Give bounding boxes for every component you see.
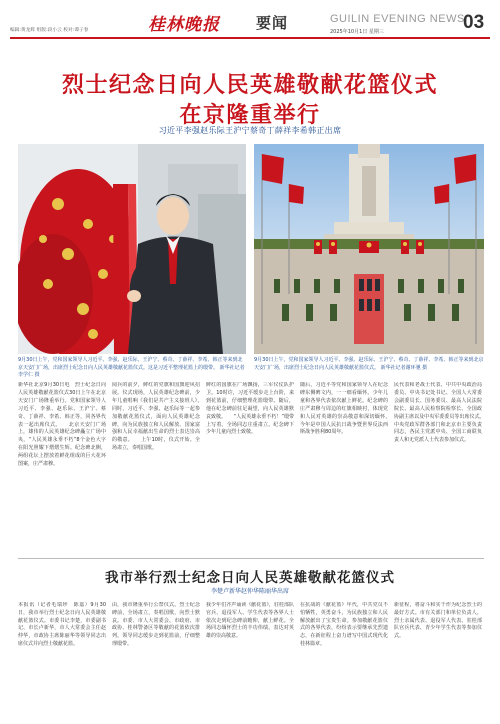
header-rule <box>10 37 490 39</box>
page-number: 03 <box>463 12 485 33</box>
main-body-column-2: 阅兵的前夕，鲜红的党旗和国旗迎风招展。仪式现场，人民英雄纪念碑前，少年儿童唱响《我们是共产主义接班人》。 同时，习近平、李强、赵乐际等一起参加敬献花篮仪式，面向人民英雄纪念碑，向为民族独立和人民解放、国家富强和人民幸福献出生命的烈士表达崇高的敬意。 上午10时，仪式开始。全场肃立，奏唱国歌。 <box>112 382 200 452</box>
main-body-column-3: 鲜红的国旗在广场飘扬，三军仪仗队护卫。10时许，习近平缓步走上台阶，来到花篮前，仔细整理花篮缎带。随后，他在纪念碑前驻足凝望，向人民英雄默哀致敬。 “人民英雄永垂不朽！”缎带上写着。全场同志庄重肃立。纪念碑下少年儿童向烈士致敬。 <box>206 382 294 436</box>
second-headline: 我市举行烈士纪念日向人民英雄敬献花篮仪式 <box>105 570 395 586</box>
main-body-column-1: 新华社北京9月30日电 烈士纪念日向人民英雄敬献花篮仪式30日上午在北京天安门广场隆重举行。党和国家领导人习近平、李强、赵乐际、王沪宁、蔡奇、丁薛祥、李希、韩正等，同各界代表一起出席仪式。 北京天安门广场上，雄伟的人民英雄纪念碑矗立广场中央，“人民英雄永垂不朽”8个金色大字在阳光照耀下熠熠生辉。纪念碑北侧，两组花坛上摆放着鲜花组成的巨大花环图案，庄严肃穆。 <box>18 382 106 468</box>
newspaper-english-name: GUILIN EVENING NEWS <box>330 13 465 25</box>
main-body-column-5: 民代表和老战士代表、中共中央政治局委员、中央书记处书记、全国人大常委会副委员长、国务委员、最高人民法院院长、最高人民检察院检察长、全国政协副主席以及中央军委委员等出席仪式。 中央党政军群各部门和北京市主要负责同志，各民主党派中央、全国工商联负责人和无党派人士代表参加仪式。 <box>394 382 482 444</box>
photo-square-ceremony <box>254 144 484 354</box>
second-body-column-1: 本报讯（记者毛瑞珍 陈嘉）9月30日，我市举行烈士纪念日向人民英雄敬献花篮仪式。市委书记李楚，市委副书记、市长卢新华，市人大常委会主任赵仲华，市政协主席陈丽华等领导同志出席仪式并向烈士敬献花篮。 <box>18 602 106 647</box>
wreath-photo-illustration <box>18 144 246 354</box>
main-headline-line-1: 烈士纪念日向人民英雄敬献花篮仪式 <box>61 73 438 98</box>
photo-caption-left: 9月30日上午，党和国家领导人习近平、李强、赵乐际、王沪宁、蔡奇、丁薛祥、李希、韩正等来到北京天安门广场，出席烈士纪念日向人民英雄敬献花篮仪式。这是习近平整理花篮上的缎带。 新华社记者李学仁 摄 <box>18 357 245 379</box>
main-subheadline: 习近平李强赵乐际王沪宁蔡奇丁薛祥李希韩正出席 <box>158 126 342 135</box>
second-body-column-4: 在抗战的《献花篮》年代，中共党员不怕牺牲，英勇奋斗，为民族独立和人民解放献出了宝贵生命。参加敬献花篮仪式的各界代表，纷纷表示要继承先烈遗志，在新征程上奋力谱写中国式现代化桂林篇章。 <box>300 602 388 647</box>
newspaper-logo: 桂林晚报 <box>148 15 220 35</box>
main-body-column-4: 随后，习近平等党和国家领导人在纪念碑东侧碑文内，一一细看缅怀。少年儿童和各界代表依次献上鲜花。纪念碑的庄严肃穆与周边的红旗相映衬，体现党和人民对英雄的崇高敬意和深切缅怀。 今年是中国人民抗日战争暨世界反法西斯战争胜利80周年。 <box>300 382 388 436</box>
ceremony-photo-illustration <box>254 144 484 354</box>
page-header <box>0 0 500 42</box>
main-headline-line-2: 在京隆重举行 <box>179 103 321 128</box>
second-body-column-2: 由，我市隆重举行公祭仪式。烈士纪念碑前，全场肃立，奏唱国歌，向烈士默哀。市委、市人大常委会、市政府、市政协、桂林警备区等敬献的花篮依次排列。领导同志缓步走到花篮前，仔细整理缎带。 <box>112 602 200 647</box>
editor-credits: 编辑:黄龙辉 组版:段小云 校对:谭子春 <box>10 28 89 33</box>
second-subheadline: 李楚卢新华赵仲华陈丽华出席 <box>210 588 289 595</box>
photo-wreath-ribbon <box>18 144 246 354</box>
photo-caption-right: 9月30日上午，党和国家领导人习近平、李强、赵乐际、王沪宁、蔡奇、丁薛祥、李希、韩正等来到北京天安门广场，出席烈士纪念日向人民英雄敬献花篮仪式。 新华社记者谢环驰 摄 <box>254 357 484 371</box>
story-divider <box>18 558 484 559</box>
second-body-column-5: 新征程，将奋斗和实干作为纪念烈士的最好方式。市有关部门和单位负责人，烈士亲属代表、退役军人代表、驻桂部队官兵代表、青少年学生代表等参加仪式。 <box>394 602 482 640</box>
issue-date: 2025年10月1日 星期三 <box>330 29 384 35</box>
section-title: 要闻 <box>256 14 289 32</box>
second-body-column-3: 我少年们齐声诵读《献花篮》，驻桂部队官兵、退役军人、学生代表等各界人士依次走到纪念碑前瞻仰，献上鲜花。全场同志缅怀烈士的丰功伟绩，表达对英雄的崇高敬意。 <box>206 602 294 640</box>
